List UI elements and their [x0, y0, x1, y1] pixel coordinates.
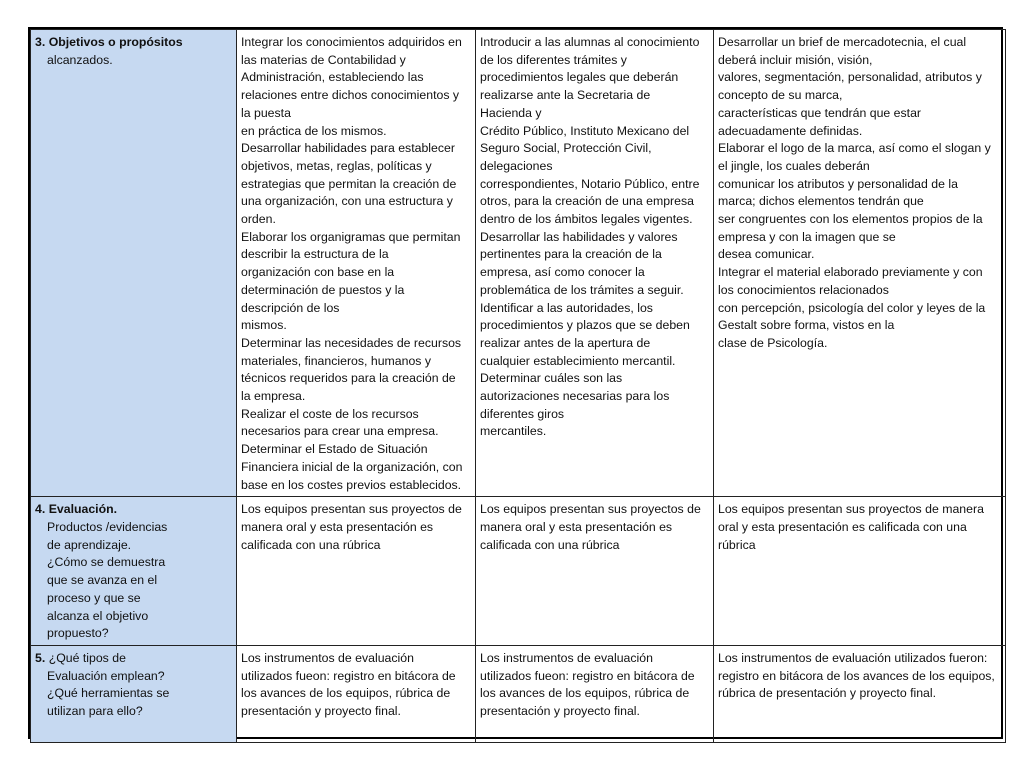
cell-types-col3	[476, 645, 714, 742]
text-line: empresa, así como conocer la	[480, 265, 645, 280]
text-line: oral y esta presentación es calificada con una	[718, 519, 967, 534]
text-line: procedimientos legales que deberán	[480, 70, 679, 85]
text-line: ¿Cómo se demuestra	[47, 555, 166, 570]
text-line: marca; dichos elementos tendrán que	[718, 194, 924, 209]
text-line: orden.	[241, 212, 276, 227]
table-row	[31, 497, 1006, 646]
table-row	[31, 30, 1006, 497]
text-line: Financiera inicial de la organización, con	[241, 459, 463, 474]
text-line: comunicar los atributos y personalidad de la	[718, 176, 958, 191]
row-header-objectives	[31, 30, 237, 497]
text-line: determinación de puestos y la	[241, 282, 405, 297]
cell-types-col2	[237, 645, 476, 742]
text-line: presentación y proyecto final.	[241, 704, 401, 719]
text-line: Los instrumentos de evaluación utilizados fueron:	[718, 650, 988, 665]
text-line: alcanza el objetivo	[47, 608, 149, 623]
text-line: los avances de los equipos, rúbrica de	[241, 686, 451, 701]
text-line: clase de Psicología.	[718, 335, 828, 350]
text-line: estrategias que permitan la creación de	[241, 176, 457, 191]
text-line: los avances de los equipos, rúbrica de	[480, 686, 690, 701]
row-title: Objetivos o propósitos	[48, 35, 183, 49]
text-line: utilizados fueon: registro en bitácora de	[241, 668, 456, 683]
text-line: delegaciones	[480, 158, 553, 173]
text-line: manera oral y esta presentación es	[241, 519, 434, 534]
text-line: Integrar los conocimientos adquiridos en	[241, 35, 462, 49]
text-line: registro en bitácora de los avances de los equipos,	[718, 668, 995, 683]
text-line: características que tendrán que estar	[718, 105, 922, 120]
row-header-evaluation	[31, 497, 237, 646]
text-line: adecuadamente definidas.	[718, 123, 863, 138]
text-line: Evaluación emplean?	[47, 668, 165, 683]
text-line: Crédito Público, Instituto Mexicano del	[480, 123, 690, 138]
text-line: rúbrica	[718, 537, 756, 552]
text-line: Gestalt sobre forma, vistos en la	[718, 318, 895, 333]
text-line: técnicos requeridos para la creación de	[241, 371, 456, 386]
row-number: 5.	[35, 650, 46, 665]
text-line: Introducir a las alumnas al conocimiento	[480, 35, 700, 49]
text-line: el jingle, los cuales deberán	[718, 158, 870, 173]
text-line: organización con base en la	[241, 265, 395, 280]
text-line: necesarios para crear una empresa.	[241, 424, 439, 439]
text-line: Seguro Social, Protección Civil,	[480, 141, 652, 156]
text-line: la puesta	[241, 105, 291, 120]
text-line: los conocimientos relacionados	[718, 282, 889, 297]
text-line: ser congruentes con los elementos propios de la	[718, 212, 983, 227]
text-line: que se avanza en el	[47, 573, 158, 588]
text-line: correspondientes, Notario Público, entre	[480, 176, 700, 191]
text-line: Los equipos presentan sus proyectos de	[241, 502, 462, 517]
row-number: 3.	[35, 35, 46, 49]
text-line: procedimientos y plazos que se deben	[480, 318, 690, 333]
text-line: describir la estructura de la	[241, 247, 389, 262]
row-header-evaluation-types	[31, 645, 237, 742]
text-line: dentro de los ámbitos legales vigentes.	[480, 212, 693, 227]
text-line: deberá incluir misión, visión,	[718, 52, 873, 67]
text-line: proceso y que se	[47, 590, 141, 605]
text-line: Hacienda y	[480, 105, 542, 120]
text-line: Elaborar los organigramas que permitan	[241, 229, 461, 244]
row-title: Evaluación.	[48, 502, 118, 517]
text-line: utilizan para ello?	[47, 704, 143, 719]
text-line: realizar antes de la apertura de	[480, 335, 651, 350]
text-line: Desarrollar un brief de mercadotecnia, el cual	[718, 35, 967, 49]
text-line: empresa y con la imagen que se	[718, 229, 896, 244]
text-line: Administración, estableciendo las	[241, 70, 424, 85]
text-line: Elaborar el logo de la marca, así como el slogan y	[718, 141, 991, 156]
text-line: calificada con una rúbrica	[241, 537, 381, 552]
row-header-lines	[35, 668, 232, 721]
evaluation-table	[28, 27, 1003, 739]
cell-evaluation-col4	[714, 497, 1006, 646]
text-line: pertinentes para la creación de la	[480, 247, 662, 262]
text-line: Determinar cuáles son las	[480, 371, 623, 386]
cell-objectives-col2	[237, 30, 476, 497]
text-line: propuesto?	[47, 626, 109, 641]
text-line: una organización, con una estructura y	[241, 194, 453, 209]
text-line: concepto de su marca,	[718, 88, 843, 103]
text-line: la empresa.	[241, 389, 306, 404]
text-line: Integrar el material elaborado previamente y con	[718, 265, 983, 280]
cell-types-col4	[714, 645, 1006, 742]
cell-evaluation-col3	[476, 497, 714, 646]
text-line: Identificar a las autoridades, los	[480, 300, 653, 315]
text-line: diferentes giros	[480, 406, 565, 421]
text-line: Realizar el coste de los recursos	[241, 406, 419, 421]
text-line: cualquier establecimiento mercantil.	[480, 353, 676, 368]
text-line: relaciones entre dichos conocimientos y	[241, 88, 460, 103]
text-line: Desarrollar las habilidades y valores	[480, 229, 678, 244]
text-line: de los diferentes trámites y	[480, 52, 627, 67]
text-line: Los instrumentos de evaluación	[241, 650, 414, 665]
cell-evaluation-col2	[237, 497, 476, 646]
text-line: Los instrumentos de evaluación	[480, 650, 653, 665]
text-line: valores, segmentación, personalidad, atributos y	[718, 70, 982, 85]
cell-objectives-col3	[476, 30, 714, 497]
row-title: ¿Qué tipos de	[48, 650, 126, 665]
row-number: 4.	[35, 502, 46, 517]
text-line: Determinar el Estado de Situación	[241, 442, 428, 457]
text-line: mismos.	[241, 318, 287, 333]
text-line: manera oral y esta presentación es	[480, 519, 673, 534]
text-line: problemática de los trámites a seguir.	[480, 282, 684, 297]
text-line: Los equipos presentan sus proyectos de manera	[718, 502, 984, 517]
text-line: Los equipos presentan sus proyectos de	[480, 502, 701, 517]
text-line: otros, para la creación de una empresa	[480, 194, 694, 209]
text-line: calificada con una rúbrica	[480, 537, 620, 552]
text-line: en práctica de los mismos.	[241, 123, 387, 138]
text-line: las materias de Contabilidad y	[241, 52, 406, 67]
text-line: realizarse ante la Secretaria de	[480, 88, 651, 103]
text-line: presentación y proyecto final.	[480, 704, 640, 719]
text-line: de aprendizaje.	[47, 537, 132, 552]
row-header-lines	[35, 519, 232, 643]
cell-objectives-col4	[714, 30, 1006, 497]
text-line: autorizaciones necesarias para los	[480, 389, 670, 404]
text-line: Desarrollar habilidades para establecer	[241, 141, 455, 156]
text-line: Productos /evidencias	[47, 519, 168, 534]
text-line: objetivos, metas, reglas, políticas y	[241, 158, 432, 173]
text-line: descripción de los	[241, 300, 340, 315]
text-line: desea comunicar.	[718, 247, 815, 262]
text-line: con percepción, psicología del color y leyes de la	[718, 300, 986, 315]
table-row	[31, 645, 1006, 742]
text-line: rúbrica de presentación y proyecto final.	[718, 686, 937, 701]
text-line: utilizados fueon: registro en bitácora de	[480, 668, 695, 683]
text-line: mercantiles.	[480, 424, 547, 439]
text-line: ¿Qué herramientas se	[47, 686, 170, 701]
text-line: base en los costes previos establecidos.	[241, 477, 462, 492]
text-line: Determinar las necesidades de recursos	[241, 335, 462, 350]
text-line: materiales, financieros, humanos y	[241, 353, 432, 368]
row-subtitle: alcanzados.	[47, 52, 113, 67]
